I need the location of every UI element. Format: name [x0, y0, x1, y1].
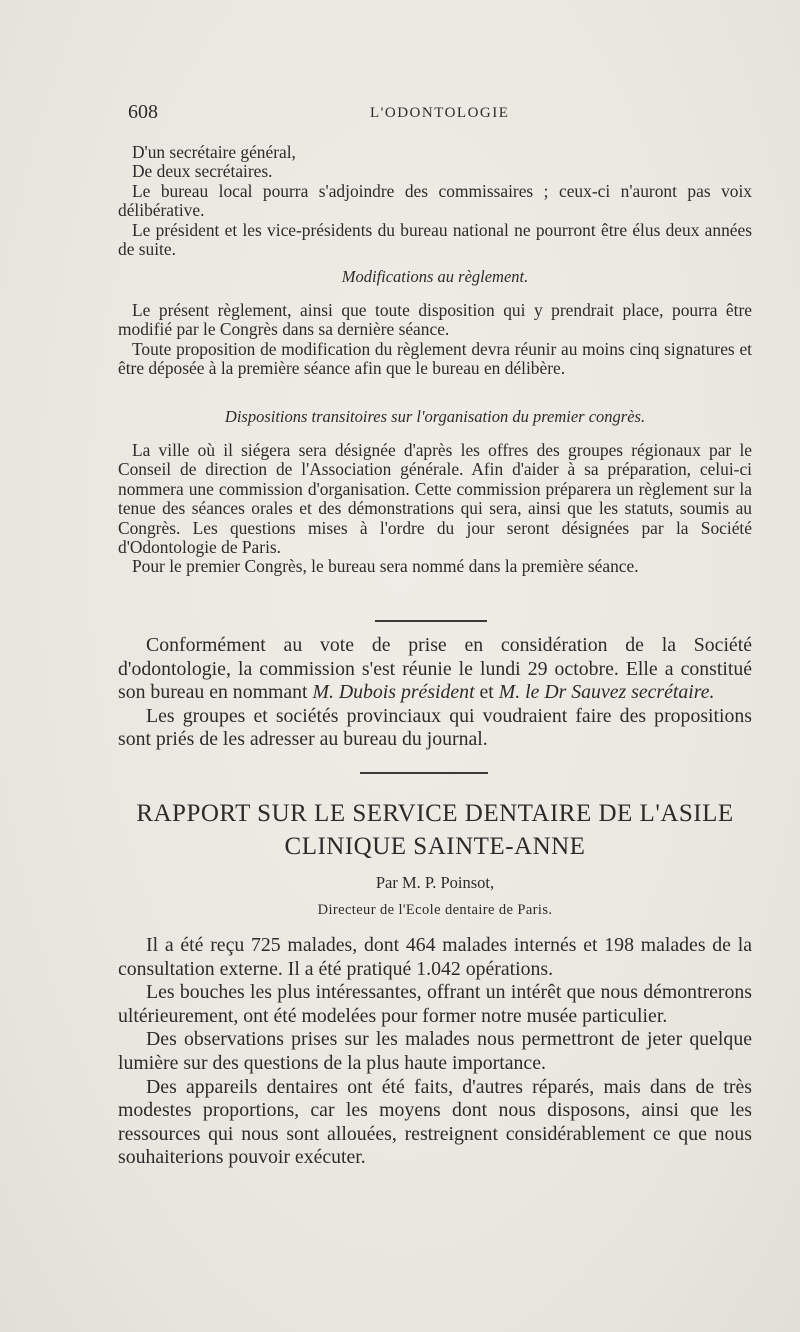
paragraph: Le bureau local pourra s'adjoindre des commissaires ; ceux-ci n'auront pas voix délibérative.: [118, 180, 752, 221]
commission-notice: [118, 634, 752, 752]
modifications-section: [118, 301, 752, 379]
paragraph: Le présent règlement, ainsi que toute disposition qui y prendrait place, pourra être modifié par le Congrès dans sa dernière séance.: [118, 300, 752, 340]
page-header: [128, 101, 752, 127]
paragraph: Les groupes et sociétés provinciaux qui voudraient faire des propositions sont priés de les adresser au bureau du journal.: [118, 704, 752, 751]
secretary-name: M. le Dr Sauvez secrétaire.: [498, 681, 715, 704]
notice-text: et: [474, 681, 499, 704]
page-number: 608: [128, 101, 158, 123]
running-title: L'ODONTOLOGIE: [370, 105, 510, 121]
section-heading: Dispositions transitoires sur l'organisation du premier congrès.: [224, 407, 646, 426]
report-title-line2: CLINIQUE SAINTE-ANNE: [284, 833, 586, 860]
report-affiliation: Directeur de l'Ecole dentaire de Paris.: [317, 902, 553, 918]
paragraph: [118, 634, 752, 705]
paragraph: Toute proposition de modification du règlement devra réunir au moins cinq signatures et être déposée à la première séance afin que le bureau en délibère.: [118, 338, 752, 379]
report-byline: Par M. P. Poinsot,: [375, 873, 495, 892]
bureau-composition: [118, 143, 752, 259]
paragraph: Des observations prises sur les malades nous permettront de jeter quelque lumière sur des questions de la plus haute importance.: [118, 1028, 752, 1074]
paragraph: D'un secrétaire général,: [132, 142, 296, 162]
separator-rule: [375, 620, 487, 622]
paragraph: Des appareils dentaires ont été faits, d'autres réparés, mais dans de très modestes proportions, car les moyens dont nous disposons, ainsi que les ressources qui nous sont allouées, restreignent considérablement ce que nous souhaiterions pouvoir exécuter.: [118, 1075, 752, 1169]
report-body: [118, 934, 752, 1170]
paragraph: Il a été reçu 725 malades, dont 464 malades internés et 198 malades de la consultation externe. Il a été pratiqué 1.042 opérations.: [118, 934, 752, 980]
section-heading: Modifications au règlement.: [341, 267, 529, 286]
paragraph: De deux secrétaires.: [132, 161, 273, 182]
paragraph: La ville où il siégera sera désignée d'après les offres des groupes régionaux par le Conseil de direction de l'Association générale. Afin d'aider à sa préparation, celui-ci nommera une commission d'organisation. Cette commission préparera un règlement sur la tenue des séances orales et des démonstrations qui sera, ainsi que les statuts, soumis au Congrès. Les questions mises à l'ordre du jour seront désignées par la Société d'Odontologie de Paris.: [118, 440, 752, 558]
transitional-section: [118, 441, 752, 577]
paragraph: Pour le premier Congrès, le bureau sera nommé dans la première séance.: [132, 556, 639, 577]
paragraph: Le président et les vice-présidents du bureau national ne pourront être élus deux années de suite.: [118, 219, 752, 260]
paragraph: Les bouches les plus intéressantes, offrant un intérêt que nous démontrerons ultérieurement, ont été modelées pour former notre musée particulier.: [118, 981, 752, 1027]
president-name: M. Dubois président: [312, 681, 475, 704]
separator-rule: [360, 772, 488, 774]
report-title-line1: RAPPORT SUR LE SERVICE DENTAIRE DE L'ASILE: [136, 800, 734, 827]
notice-text: Conformément au vote de prise en considération de la Société d'odontologie, la commission s'est réunie le lundi 29 octobre. Elle a constitué son bureau en nommant: [118, 634, 752, 704]
